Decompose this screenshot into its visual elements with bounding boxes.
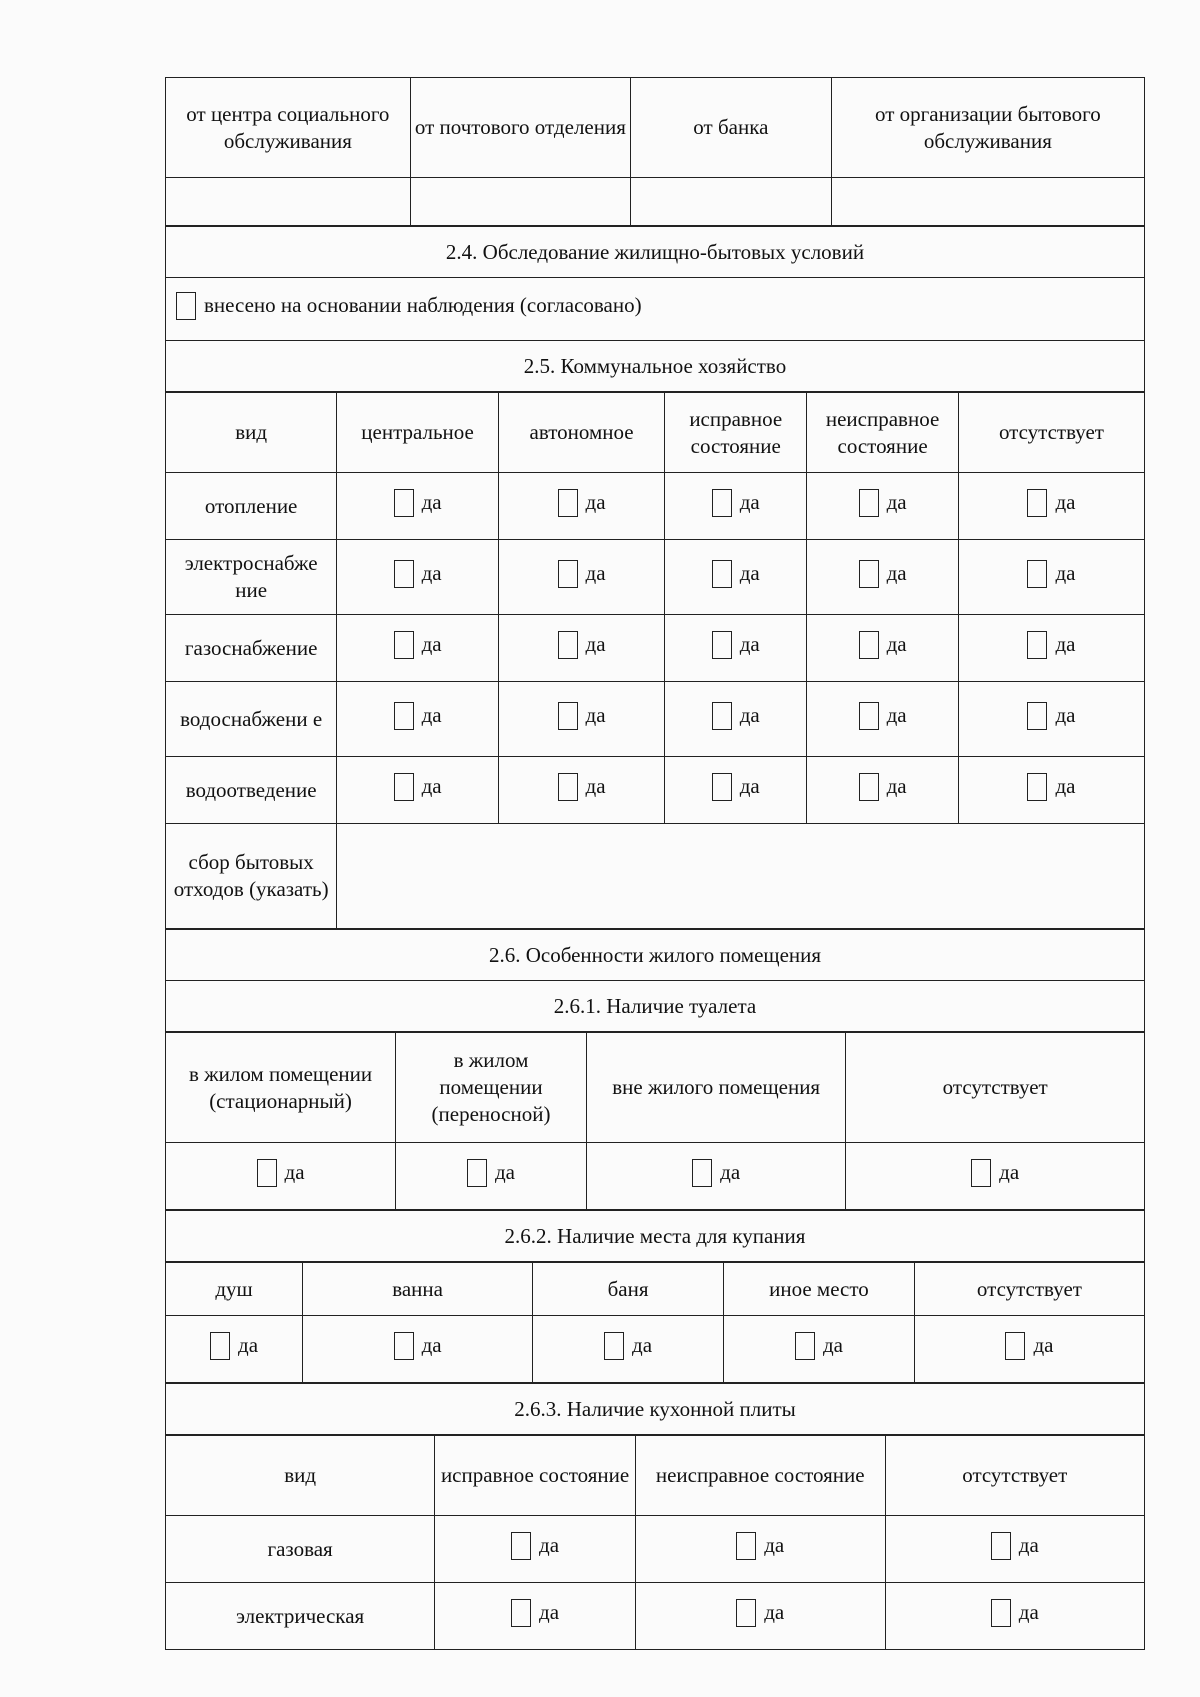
yes-label: да [1033,1333,1054,1357]
checkbox[interactable] [692,1159,712,1187]
subsection-title: 2.6.2. Наличие места для купания [166,1211,1145,1262]
checkbox[interactable] [257,1159,277,1187]
stove-checkbox[interactable] [511,1599,559,1627]
yes-label: да [1055,561,1076,585]
utilities-table [165,392,1145,929]
payment-source-value[interactable] [166,178,411,226]
yes-label: да [720,1160,741,1184]
stove-checkbox[interactable] [991,1599,1039,1627]
checkbox[interactable] [1027,631,1047,659]
stove-header: неисправное состояние [635,1436,885,1516]
utilities-header: центральное [337,393,499,473]
toilet-checkbox[interactable] [467,1159,515,1187]
stove-row-label: электрическая [166,1583,435,1650]
checkbox[interactable] [558,773,578,801]
yes-label: да [886,561,907,585]
checkbox[interactable] [736,1599,756,1627]
checkbox[interactable] [394,560,414,588]
stove-header: отсутствует [885,1436,1144,1516]
stove-header: исправное состояние [435,1436,636,1516]
checkbox[interactable] [712,702,732,730]
toilet-header: вне жилого помещения [586,1033,845,1143]
bath-header: иное место [724,1263,915,1316]
checkbox[interactable] [511,1599,531,1627]
utility-row-label: водоснабжени е [166,682,337,757]
utility-checkbox[interactable] [558,560,606,588]
checkbox[interactable] [859,631,879,659]
bath-checkbox[interactable] [210,1332,258,1360]
utility-checkbox[interactable] [859,773,907,801]
checkbox[interactable] [859,560,879,588]
utilities-header: исправное состояние [665,393,807,473]
checkbox[interactable] [991,1532,1011,1560]
checkbox[interactable] [859,773,879,801]
utility-checkbox[interactable] [558,702,606,730]
yes-label: да [238,1333,259,1357]
yes-label: да [764,1600,785,1624]
utility-checkbox[interactable] [712,773,760,801]
checkbox[interactable] [210,1332,230,1360]
utility-checkbox[interactable] [1027,773,1075,801]
utility-checkbox[interactable] [859,489,907,517]
yes-label: да [1055,490,1076,514]
bath-table [165,1262,1145,1383]
utility-checkbox[interactable] [859,702,907,730]
utility-checkbox[interactable] [1027,489,1075,517]
utility-checkbox[interactable] [394,489,442,517]
yes-label: да [284,1160,305,1184]
observation-checkbox-label: внесено на основании наблюдения (согласовано) [204,293,642,317]
utility-checkbox[interactable] [859,560,907,588]
subsection-title: 2.6.3. Наличие кухонной плиты [166,1384,1145,1435]
yes-label: да [739,561,760,585]
yes-label: да [999,1160,1020,1184]
yes-label: да [1055,703,1076,727]
checkbox[interactable] [859,702,879,730]
bath-checkbox[interactable] [795,1332,843,1360]
bath-title-table [165,1210,1145,1262]
checkbox[interactable] [859,489,879,517]
toilet-checkbox[interactable] [971,1159,1019,1187]
observation-checkbox-group[interactable] [176,292,642,320]
yes-label: да [421,703,442,727]
payment-source-header: от организации бытового обслуживания [831,78,1144,178]
yes-label: да [739,774,760,798]
stove-checkbox[interactable] [736,1599,784,1627]
yes-label: да [585,632,606,656]
toilet-checkbox[interactable] [257,1159,305,1187]
observation-checkbox[interactable] [176,292,196,320]
checkbox[interactable] [558,560,578,588]
utility-checkbox[interactable] [1027,631,1075,659]
checkbox[interactable] [971,1159,991,1187]
stove-checkbox[interactable] [511,1532,559,1560]
stove-checkbox[interactable] [736,1532,784,1560]
utility-checkbox[interactable] [712,631,760,659]
utility-checkbox[interactable] [712,489,760,517]
section-title: 2.4. Обследование жилищно-бытовых условий [166,227,1145,278]
payment-source-value[interactable] [410,178,630,226]
utility-row-label: водоотведение [166,757,337,824]
stove-table [165,1435,1145,1650]
utility-row-label: газоснабжение [166,615,337,682]
checkbox[interactable] [558,631,578,659]
checkbox[interactable] [795,1332,815,1360]
stove-header: вид [166,1436,435,1516]
checkbox[interactable] [511,1532,531,1560]
yes-label: да [632,1333,653,1357]
bath-checkbox[interactable] [604,1332,652,1360]
section-2-6-table [165,929,1145,1032]
utilities-header: автономное [498,393,664,473]
yes-label: да [1018,1600,1039,1624]
section-title: 2.6. Особенности жилого помещения [166,930,1145,981]
survey-form [165,77,1145,1650]
yes-label: да [886,490,907,514]
checkbox[interactable] [712,560,732,588]
checkbox[interactable] [736,1532,756,1560]
toilet-header: в жилом помещении (переносной) [396,1033,587,1143]
payment-source-header: от почтового отделения [410,78,630,178]
yes-label: да [1055,632,1076,656]
yes-label: да [539,1533,560,1557]
yes-label: да [1055,774,1076,798]
yes-label: да [421,1333,442,1357]
subsection-title: 2.6.1. Наличие туалета [166,981,1145,1032]
checkbox[interactable] [991,1599,1011,1627]
checkbox[interactable] [712,773,732,801]
checkbox[interactable] [394,773,414,801]
toilet-header: в жилом помещении (стационарный) [166,1033,396,1143]
checkbox[interactable] [604,1332,624,1360]
yes-label: да [739,632,760,656]
section-2-4-table [165,226,1145,392]
section-title: 2.5. Коммунальное хозяйство [166,341,1145,392]
bath-header: баня [533,1263,724,1316]
utility-checkbox[interactable] [394,773,442,801]
utility-checkbox[interactable] [394,631,442,659]
checkbox[interactable] [712,631,732,659]
yes-label: да [495,1160,516,1184]
checkbox[interactable] [467,1159,487,1187]
checkbox[interactable] [1027,773,1047,801]
checkbox[interactable] [394,702,414,730]
yes-label: да [421,774,442,798]
utility-checkbox[interactable] [712,702,760,730]
toilet-table [165,1032,1145,1210]
checkbox[interactable] [1027,702,1047,730]
payment-source-value[interactable] [631,178,832,226]
yes-label: да [421,490,442,514]
bath-header: ванна [303,1263,533,1316]
utilities-header: вид [166,393,337,473]
yes-label: да [585,490,606,514]
utilities-header: неисправное состояние [807,393,959,473]
utility-checkbox[interactable] [859,631,907,659]
checkbox[interactable] [1027,560,1047,588]
payment-source-header: от банка [631,78,832,178]
yes-label: да [421,561,442,585]
yes-label: да [739,703,760,727]
bath-header: отсутствует [914,1263,1144,1316]
payment-source-header: от центра социального обслуживания [166,78,411,178]
waste-collection-label: сбор бытовых отходов (указать) [166,824,337,929]
stove-checkbox[interactable] [991,1532,1039,1560]
toilet-header: отсутствует [846,1033,1145,1143]
yes-label: да [886,774,907,798]
payment-sources-table [165,77,1145,226]
utility-checkbox[interactable] [394,702,442,730]
utility-checkbox[interactable] [1027,560,1075,588]
checkbox[interactable] [1005,1332,1025,1360]
utility-checkbox[interactable] [558,489,606,517]
stove-title-table [165,1383,1145,1435]
utility-checkbox[interactable] [558,631,606,659]
checkbox[interactable] [558,702,578,730]
bath-checkbox[interactable] [394,1332,442,1360]
utility-checkbox[interactable] [1027,702,1075,730]
yes-label: да [886,632,907,656]
checkbox[interactable] [394,489,414,517]
yes-label: да [585,561,606,585]
yes-label: да [585,774,606,798]
yes-label: да [539,1600,560,1624]
payment-source-value[interactable] [831,178,1144,226]
yes-label: да [585,703,606,727]
yes-label: да [764,1533,785,1557]
yes-label: да [739,490,760,514]
yes-label: да [886,703,907,727]
utility-row-label: электроснабже ние [166,540,337,615]
waste-collection-field[interactable] [337,824,1145,929]
yes-label: да [822,1333,843,1357]
utility-row-label: отопление [166,473,337,540]
utility-checkbox[interactable] [558,773,606,801]
utility-checkbox[interactable] [712,560,760,588]
utility-checkbox[interactable] [394,560,442,588]
checkbox[interactable] [394,631,414,659]
bath-checkbox[interactable] [1005,1332,1053,1360]
checkbox[interactable] [712,489,732,517]
checkbox[interactable] [1027,489,1047,517]
checkbox[interactable] [558,489,578,517]
utilities-header: отсутствует [958,393,1144,473]
stove-row-label: газовая [166,1516,435,1583]
bath-header: душ [166,1263,303,1316]
toilet-checkbox[interactable] [692,1159,740,1187]
yes-label: да [421,632,442,656]
yes-label: да [1018,1533,1039,1557]
checkbox[interactable] [394,1332,414,1360]
